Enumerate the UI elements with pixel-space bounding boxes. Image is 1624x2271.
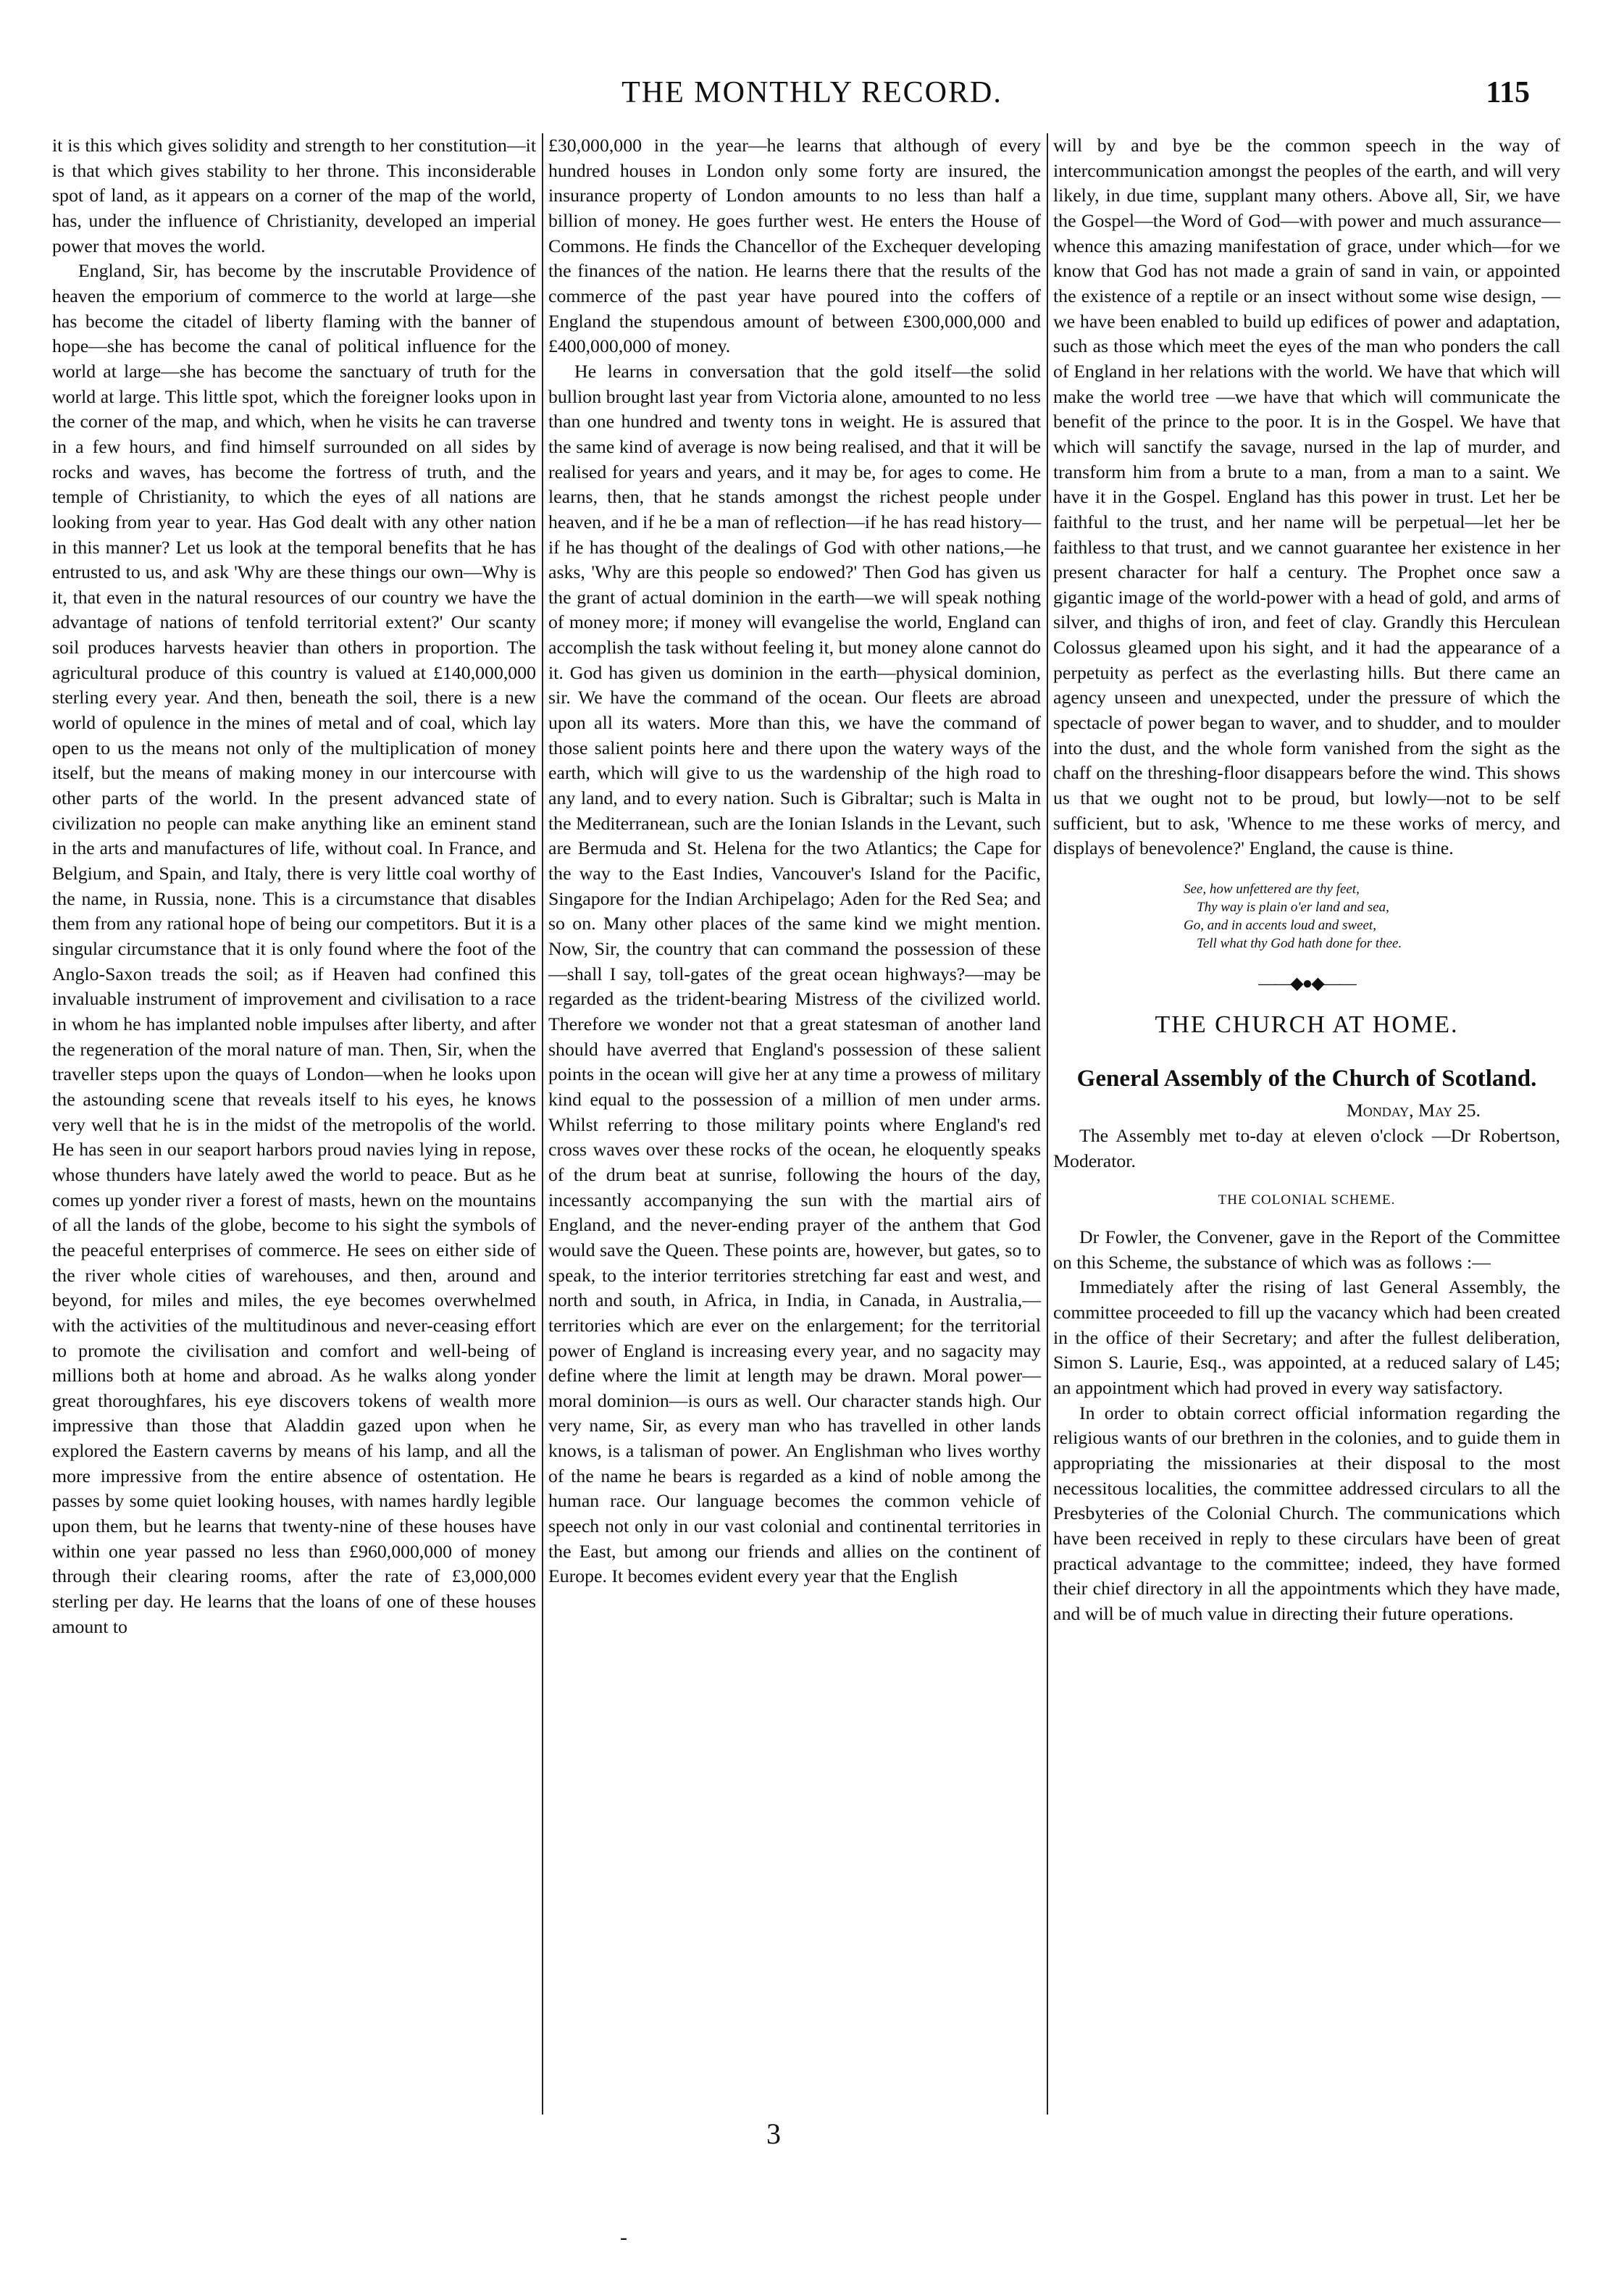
paragraph: £30,000,000 in the year—he learns that although of every hundred houses in London only some forty are insured, the insurance property of London amounts to no less than half a billion of money. He goes further west. He enters the House of Commons. He finds the Chancellor of the Exchequer developing the finances of the nation. He learns there that the results of the commerce of the past year have poured into the coffers of England the stupendous amount of between £300,000,000 and £400,000,000 of money. bbox=[548, 135, 1041, 357]
poem bbox=[1184, 880, 1560, 953]
poem-line: Tell what thy God hath done for thee. bbox=[1197, 936, 1402, 952]
paragraph: He learns in conversation that the gold itself—the solid bullion brought last year from Victoria alone, amounted to no less than one hundred and twenty tons in weight. He is assured that the same kind of average is now being realised, and that it will be realised for years and years, and it may be, for ages to come. He learns, then, that he stands amongst the richest people under heaven, and if he be a man of reflection—if he has read history—if he has thought of the dealings of God with other nations,—he asks, 'Why are this people so endowed?' Then God has given us the grant of actual dominion in the earth—we will speak nothing of money more; if money will evangelise the world, England can accomplish the task without feeling it, but money alone cannot do it. God has given us dominion in the earth—physical dominion, sir. We have the command of the ocean. Our fleets are abroad upon all its waters. More than this, we have the command of those salient points here and there upon the watery ways of the earth, which will give to us the wardenship of the high road to any land, and to every nation. Such is Gibraltar; such is Malta in the Mediterranean, such are the Ionian Islands in the Levant, such are Bermuda and St. Helena for the two Atlantics; the Cape for the way to the East Indies, Vancouver's Island for the Pacific, Singapore for the Indian Archipelago; Aden for the Red Sea; and so on. Many other places of the same kind we might mention. Now, Sir, the country that can command the possession of these—shall I say, toll-gates of the great ocean highways?—may be regarded as the trident-bearing Mistress of the civilized world. Therefore we wonder not that a great statesman of another land should have averred that England's possession of these salient points in the ocean will give her at any time a prowess of military kind equal to the possession of a million of men under arms. Whilst referring to those military points where England's red cross waves over these rocks of the ocean, he eloquently speaks of the drum beat at sunrise, following the hours of the day, incessantly accompanying the sun with the martial airs of England, and the never-ending prayer of the anthem that God would save the Queen. These points are, however, but gates, so to speak, to the interior territories stretching far east and west, and north and south, in Africa, in India, in Canada, in Australia,—territories which are ever on the enlargement; for the territorial power of England is increasing every year, and no sagacity may define where the limit at length may be drawn. Moral power—moral dominion—is ours as well. Our character stands high. Our very name, Sir, as every man who has travelled in other lands knows, is a talisman of power. An Englishman who lives worthy of the name he bears is regarded as a kind of noble among the human race. Our language becomes the common vehicle of speech not only in our vast colonial and continental territories in the East, but among our friends and allies on the continent of Europe. It becomes evident every year that the English bbox=[548, 360, 1041, 1587]
subhead: THE COLONIAL SCHEME. bbox=[1218, 1192, 1396, 1208]
paragraph: The Assembly met to-day at eleven o'clock —Dr Robertson, Moderator. bbox=[1053, 1125, 1560, 1171]
dateline: Monday, May 25. bbox=[1346, 1100, 1481, 1121]
column-3 bbox=[1053, 133, 1560, 1626]
article-title: General Assembly of the Church of Scotland. bbox=[1076, 1066, 1537, 1092]
column-2 bbox=[548, 133, 1041, 1589]
poem-line: Thy way is plain o'er land and sea, bbox=[1197, 900, 1389, 916]
paragraph: it is this which gives solidity and strength to her constitution—it is that which gives stability to her throne. This inconsiderable spot of land, as it appears on a corner of the map of the world, has, under the influence of Christianity, developed an imperial power that moves the world. bbox=[52, 135, 536, 256]
paragraph: In order to obtain correct official information regarding the religious wants of our brethren in the colonies, and to guide them in appropriating the missionaries at their disposal to the most necessitous localities, the committee addressed circulars to all the Presbyteries of the Colonial Church. The communications which have been received in reply to these circulars have been of great practical advantage to the committee; indeed, they have formed their chief directory in all the appointments which they have made, and will be of much value in directing their future operations. bbox=[1053, 1402, 1560, 1624]
page-number: 115 bbox=[1486, 76, 1530, 109]
footer-mark: - bbox=[620, 2225, 627, 2249]
column-rule bbox=[1047, 133, 1048, 2115]
paragraph: Dr Fowler, the Convener, gave in the Report of the Committee on this Scheme, the substance of which was as follows :— bbox=[1053, 1226, 1560, 1273]
page-header bbox=[0, 70, 1624, 120]
poem-line: See, how unfettered are thy feet, bbox=[1184, 882, 1360, 898]
poem-line: Go, and in accents loud and sweet, bbox=[1184, 918, 1376, 934]
page-title: THE MONTHLY RECORD. bbox=[621, 76, 1003, 109]
ornament-divider: ——◆●◆—— bbox=[1258, 974, 1355, 994]
paragraph: England, Sir, has become by the inscrutable Providence of heaven the emporium of commerce to the world at large—she has become the citadel of liberty flaming with the banner of hope—she has become the canal of political influence for the world at large—she has become the sanctuary of truth for the world at large. This little spot, which the foreigner looks upon in the corner of the map, and which, when he visits he can traverse in a few hours, and find himself surrounded on all sides by rocks and waves, has become the fortress of truth, and the temple of Christianity, to which the eyes of all nations are looking from year to year. Has God dealt with any other nation in this manner? Let us look at the temporal benefits that he has entrusted to us, and ask 'Why are these things our own—Why is it, that even in the natural resources of our country we have the advantage of nations of tenfold territorial extent?' Our scanty soil produces harvests heavier than others in proportion. The agricultural produce of this country is valued at £140,000,000 sterling every year. And then, beneath the soil, there is a new world of opulence in the mines of metal and of coal, which lay open to us the means not only of the multiplication of money itself, but the means of making money in our intercourse with other parts of the world. In the present advanced state of civilization no people can make anything like an eminent stand in the arts and manufactures of life, without coal. In France, and Belgium, and Spain, and Italy, there is very little coal worthy of the name, in Russia, none. This is a circumstance that disables them from any rational hope of being our competitors. But it is a singular circumstance that it is only found where the foot of the Anglo-Saxon treads the soil; as if Heaven had confined this invaluable instrument of improvement and civilisation to a race in whom he has implanted noble impulses after liberty, and after the regeneration of the moral nature of man. Then, Sir, when the traveller steps upon the quays of London—when he looks upon the astounding scene that reveals itself to his eyes, he knows very well that he is in the midst of the metropolis of the world. He has seen in our seaport harbors proud navies lying in repose, whose thunders have lately awed the world to peace. But as he comes up yonder river a forest of masts, hewn on the mountains of all the lands of the globe, become to his sight the symbols of the peaceful enterprises of commerce. He sees on either side of the river whole cities of warehouses, and then, around and beyond, for miles and miles, the eye becomes overwhelmed with the activities of the multitudinous and never-ceasing effort to promote the civilisation and comfort and well-being of millions both at home and abroad. As he walks along yonder great thoroughfares, his eye discovers tokens of wealth more impressive than those that Aladdin gazed upon when he explored the Eastern caverns by means of his lamp, and all the more impressive from the entire absence of ostentation. He passes by some quiet looking houses, with names hardly legible upon them, but he learns that twenty-nine of these houses have within one year passed no less than £960,000,000 of money through their clearing rooms, after the rate of £3,000,000 sterling per day. He learns that the loans of one of these houses amount to bbox=[52, 260, 536, 1637]
column-1 bbox=[52, 133, 536, 1639]
paragraph: Immediately after the rising of last General Assembly, the committee proceeded to fill up the vacancy which had been created in the office of their Secretary; and after the fullest deliberation, Simon S. Laurie, Esq., was appointed, at a reduced salary of L45; an appointment which had proved in every way satisfactory. bbox=[1053, 1276, 1560, 1398]
signature-mark: 3 bbox=[766, 2117, 781, 2150]
column-rule bbox=[542, 133, 543, 2115]
section-title: THE CHURCH AT HOME. bbox=[1155, 1011, 1459, 1038]
paragraph: will by and bye be the common speech in the way of intercommunication amongst the peoples of the earth, and will very likely, in due time, supplant many others. Above all, Sir, we have the Gospel—the Word of God—with power and much assurance—whence this amazing manifestation of grace, under which—for we know that God has not made a grain of sand in vain, or appointed the existence of a reptile or an insect without some wise design, —we have been enabled to build up edifices of power and adaptation, such as those which meet the eyes of the man who ponders the call of England in her relations with the world. We have that which will make the world tree —we have that which will communicate the benefit of the prince to the poor. It is in the Gospel. We have that which will sanctify the savage, nursed in the lap of murder, and transform him from a brute to a man, from a man to a saint. We have it in the Gospel. England has this power in trust. Let her be faithful to the trust, and her name will be perpetual—let her be faithless to that trust, and we cannot guarantee her existence in her present character for half a century. The Prophet once saw a gigantic image of the world-power with a head of gold, and arms of silver, and thighs of iron, and feet of clay. Grandly this Herculean Colossus gleamed upon his sight, and it had the appearance of a perpetuity as perfect as the everlasting hills. But there came an agency unseen and unexpected, under the pressure of which the spectacle of power began to waver, and to shudder, and to moulder into the dust, and the whole form vanished from the sight as the chaff on the threshing-floor disappears before the wind. This shows us that we ought not to be proud, but lowly—not to be self sufficient, but to ask, 'Whence to me these works of mercy, and displays of benevolence?' England, the cause is thine. bbox=[1053, 135, 1560, 859]
